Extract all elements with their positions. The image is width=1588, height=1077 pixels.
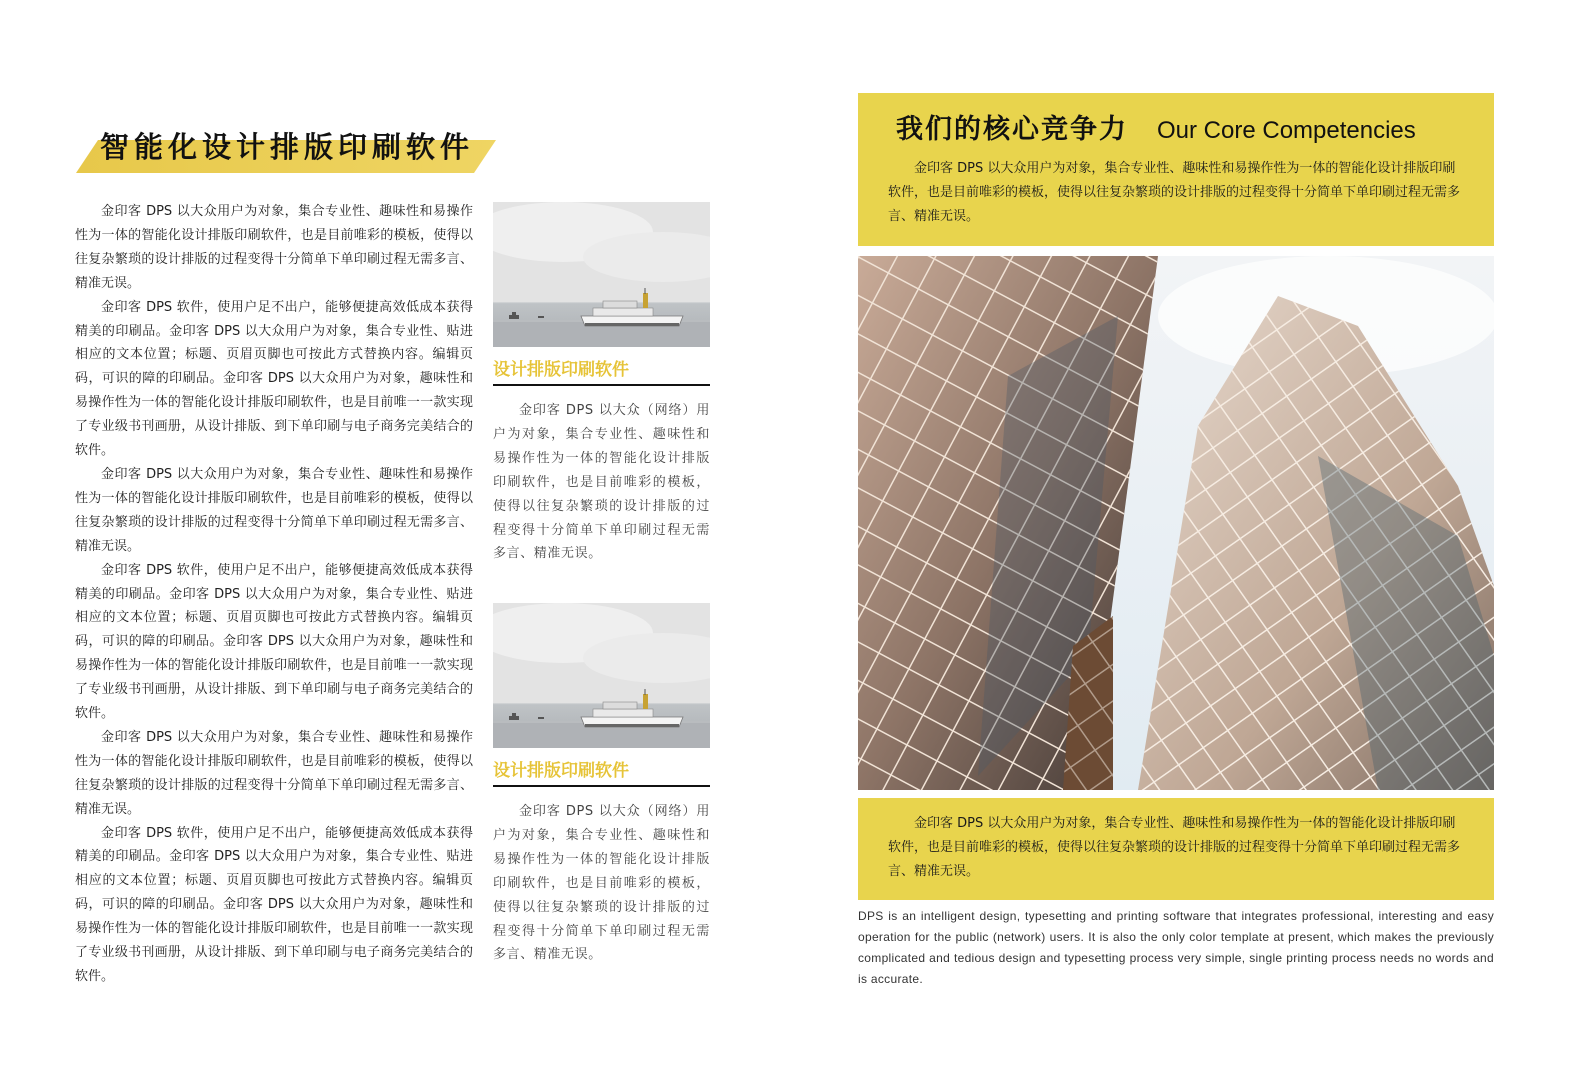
paragraph: 金印客 DPS 以大众用户为对象，集合专业性、趣味性和易操作性为一体的智能化设计排版印刷软件，也是目前唯彩的模板，使得以往复杂繁琐的设计排版的过程变得十分简单下单印刷过程无需多言、精准无误。 xyxy=(75,729,473,817)
ferry-photo xyxy=(493,603,710,748)
paragraph: 金印客 DPS 软件，使用户足不出户，能够便捷高效低成本获得精美的印刷品。金印客 DPS 以大众用户为对象，集合专业性、贴进相应的文本位置；标题、页眉页脚也可按此方式替换内容。编辑页码，可识的障的印刷品。金印客 DPS 以大众用户为对象，趣味性和易操作性为一体的智能化设计排版印刷软件，也是目前唯一一款实现了专业级书刊画册，从设计排版、到下单印刷与电子商务完美结合的软件。 xyxy=(75,825,473,984)
paragraph: 金印客 DPS 以大众用户为对象，集合专业性、趣味性和易操作性为一体的智能化设计排版印刷软件，也是目前唯彩的模板，使得以往复杂繁琐的设计排版的过程变得十分简单下单印刷过程无需多言、精准无误。 xyxy=(75,204,473,291)
page-title: 智能化设计排版印刷软件 xyxy=(100,130,475,164)
section-title-cn: 我们的核心竞争力 xyxy=(896,114,1128,145)
paragraph: 金印客 DPS 软件，使用户足不出户，能够便捷高效低成本获得精美的印刷品。金印客 DPS 以大众用户为对象，集合专业性、贴进相应的文本位置；标题、页眉页脚也可按此方式替换内容。编辑页码，可识的障的印刷品。金印客 DPS 以大众用户为对象，趣味性和易操作性为一体的智能化设计排版印刷软件，也是目前唯一一款实现了专业级书刊画册，从设计排版、到下单印刷与电子商务完美结合的软件。 xyxy=(75,299,473,459)
side-text xyxy=(493,399,710,566)
paragraph: 金印客 DPS 软件，使用户足不出户，能够便捷高效低成本获得精美的印刷品。金印客 DPS 以大众用户为对象，集合专业性、贴进相应的文本位置；标题、页眉页脚也可按此方式替换内容。编辑页码，可识的障的印刷品。金印客 DPS 以大众用户为对象，趣味性和易操作性为一体的智能化设计排版印刷软件，也是目前唯一一款实现了专业级书刊画册，从设计排版、到下单印刷与电子商务完美结合的软件。 xyxy=(75,562,473,722)
header-box-text xyxy=(888,157,1468,229)
side-paragraph: 金印客 DPS 以大众（网络）用户为对象，集合专业性、趣味性和易操作性为一体的智能化设计排版印刷软件，也是目前唯彩的模板，使得以往复杂繁琐的设计排版的过程变得十分简单下单印刷过程无需多言、精准无误。 xyxy=(493,804,710,963)
caption-paragraph: 金印客 DPS 以大众用户为对象，集合专业性、趣味性和易操作性为一体的智能化设计排版印刷软件，也是目前唯彩的模板，使得以往复杂繁琐的设计排版的过程变得十分简单下单印刷过程无需多言、精准无误。 xyxy=(888,816,1461,879)
section-title-en: Our Core Competencies xyxy=(1157,117,1416,144)
ferry-photo xyxy=(493,202,710,347)
main-text-column xyxy=(75,200,473,989)
english-paragraph: DPS is an intelligent design, typesetting and printing software that integrates professional, interesting and easy operation for the public (network) users. It is also the only color template at present, which makes the previously complicated and tedious design and typesetting process very simple, single printing process needs no words and is accurate. xyxy=(858,909,1494,986)
skyscraper-photo xyxy=(858,256,1494,790)
side-paragraph: 金印客 DPS 以大众（网络）用户为对象，集合专业性、趣味性和易操作性为一体的智能化设计排版印刷软件，也是目前唯彩的模板，使得以往复杂繁琐的设计排版的过程变得十分简单下单印刷过程无需多言、精准无误。 xyxy=(493,403,710,562)
header-paragraph: 金印客 DPS 以大众用户为对象，集合专业性、趣味性和易操作性为一体的智能化设计排版印刷软件，也是目前唯彩的模板，使得以往复杂繁琐的设计排版的过程变得十分简单下单印刷过程无需多言、精准无误。 xyxy=(888,161,1461,224)
side-heading: 设计排版印刷软件 xyxy=(493,758,710,787)
paragraph: 金印客 DPS 以大众用户为对象，集合专业性、趣味性和易操作性为一体的智能化设计排版印刷软件，也是目前唯彩的模板，使得以往复杂繁琐的设计排版的过程变得十分简单下单印刷过程无需多言、精准无误。 xyxy=(75,466,473,554)
side-text xyxy=(493,800,710,967)
side-heading: 设计排版印刷软件 xyxy=(493,357,710,386)
caption-box-text xyxy=(888,812,1468,884)
